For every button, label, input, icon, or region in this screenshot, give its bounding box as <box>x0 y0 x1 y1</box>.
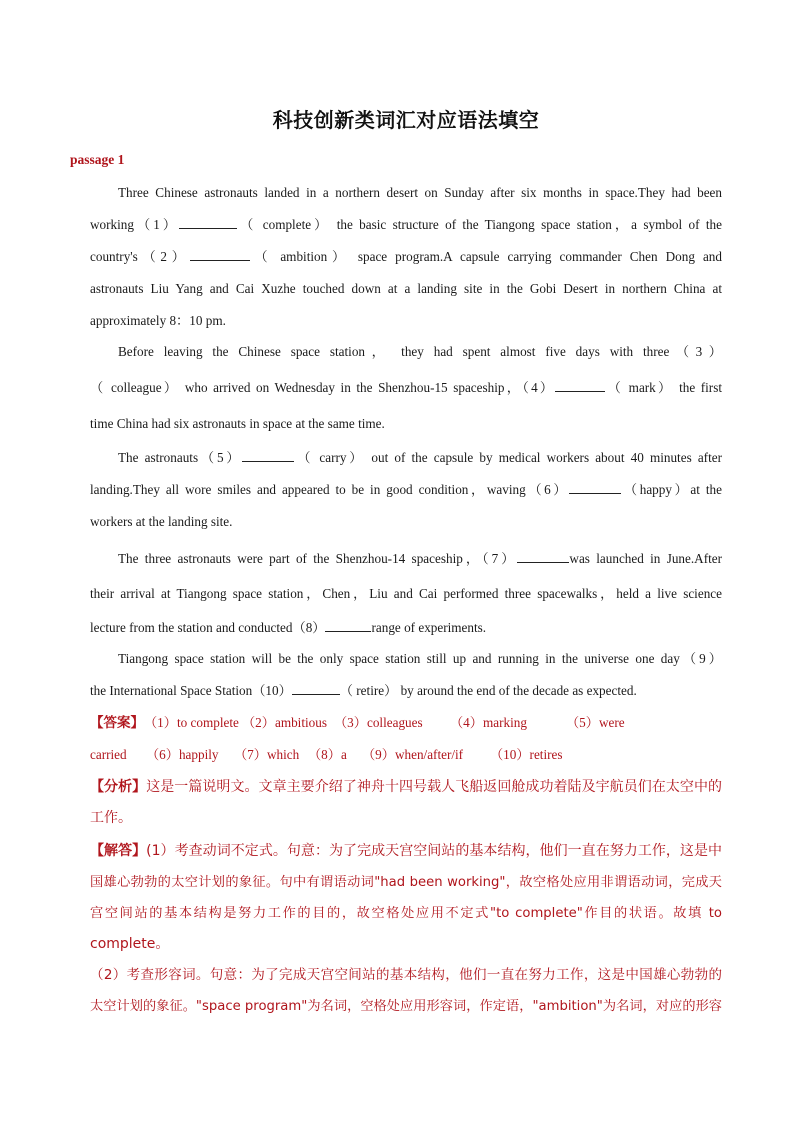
blank-7[interactable] <box>517 548 569 563</box>
paragraph-2 <box>90 336 722 440</box>
text-line: Before leaving the Chinese space station， they had spent almost five days with three（3） <box>118 344 722 359</box>
text-line: The astronauts（5） （ carry） out of the capsule by medical workers about 40 minutes after <box>90 442 722 474</box>
answer-item: （1）to complete <box>144 715 239 730</box>
analysis-line: 【分析】这是一篇说明文。文章主要介绍了神舟十四号载人飞船返回舱成功着陆及宇航员们在太空中的 <box>90 779 723 795</box>
page-title: 科技创新类词汇对应语法填空 <box>272 110 540 132</box>
answer-item: （10）retires <box>490 747 563 762</box>
paragraph-1 <box>90 177 722 337</box>
blank-5[interactable] <box>242 447 294 462</box>
solution-line: （2）考查形容词。句意：为了完成天宫空间站的基本结构，他们一直在努力工作，这是中国雄心勃勃的 <box>90 967 722 983</box>
answer-item: （5）were <box>566 715 625 730</box>
answer-tag: 【答案】 <box>90 715 144 731</box>
analysis-tag: 【分析】 <box>90 779 147 795</box>
solution-line: 太空计划的象征。"space program"为名词，空格处应用形容词，作定语，"ambition"为名词，对应的形容 <box>90 999 722 1014</box>
answer-item: （3）colleagues <box>334 715 423 730</box>
text-line: astronauts Liu Yang and Cai Xuzhe touched down at a landing site in the Gobi Desert in northern China at <box>90 281 722 296</box>
answer-item: （9）when/after/if <box>362 747 464 762</box>
paragraph-4 <box>90 543 722 644</box>
text-line: Three Chinese astronauts landed in a northern desert on Sunday after six months in space.They had been <box>118 185 722 200</box>
text-line: approximately 8：10 pm. <box>90 313 226 328</box>
solution-line: 国雄心勃勃的太空计划的象征。句中有谓语动词"had been working"，故空格处应用非谓语动词，完成天 <box>90 875 722 890</box>
solution-line: complete。 <box>90 936 170 952</box>
analysis-section <box>90 772 722 834</box>
passage-label: passage 1 <box>70 152 125 167</box>
text-line: workers at the landing site. <box>90 514 233 529</box>
text-line: their arrival at Tiangong space station，Chen，Liu and Cai performed three spacewalks，held a live science <box>90 586 722 601</box>
paragraph-5 <box>90 643 722 707</box>
text-line: （ colleague） who arrived on Wednesday in the Shenzhou-15 spaceship，（4） （ mark） the first <box>90 368 722 408</box>
analysis-line: 工作。 <box>90 810 132 826</box>
answer-section <box>90 707 722 771</box>
text-line: the International Space Station（10） （ retire） by around the end of the decade as expected. <box>90 675 722 707</box>
blank-4[interactable] <box>555 377 605 392</box>
blank-8[interactable] <box>325 617 371 632</box>
text-line: working（1） （ complete） the basic structure of the Tiangong space station，a symbol of the <box>90 209 722 241</box>
answer-item: （7）which <box>234 747 300 762</box>
paragraph-3 <box>90 442 722 538</box>
answer-item: （8）a <box>308 747 347 762</box>
blank-2[interactable] <box>190 246 250 261</box>
text-line: The three astronauts were part of the Shenzhou-14 spaceship，（7） was launched in June.After <box>90 543 722 575</box>
solution-tag: 【解答】 <box>90 843 147 859</box>
text-line: lecture from the station and conducted（8） range of experiments. <box>90 612 722 644</box>
answer-item: （2）ambitious <box>242 715 327 730</box>
answer-item: carried <box>90 747 127 762</box>
solution-line: 【解答】(1）考查动词不定式。句意：为了完成天宫空间站的基本结构，他们一直在努力工作，这是中 <box>90 843 723 859</box>
text-line: landing.They all wore smiles and appeared to be in good condition，waving（6） （happy）at the <box>90 474 722 506</box>
blank-6[interactable] <box>569 479 621 494</box>
solution-line: 宫空间站的基本结构是努力工作的目的，故空格处应用不定式"to complete"作目的状语。故填 to <box>90 906 722 921</box>
solution-section <box>90 836 722 1022</box>
answer-line <box>90 707 722 739</box>
answer-item: （4）marking <box>450 715 527 730</box>
text-line: time China had six astronauts in space at the same time. <box>90 416 385 431</box>
answer-item: （6）happily <box>146 747 219 762</box>
answer-line <box>90 739 722 771</box>
blank-1[interactable] <box>179 214 237 229</box>
text-line: country's（2） （ ambition） space program.A capsule carrying commander Chen Dong and <box>90 241 722 273</box>
blank-10[interactable] <box>292 680 340 695</box>
text-line: Tiangong space station will be the only space station still up and running in the universe one day（9） <box>118 651 722 666</box>
